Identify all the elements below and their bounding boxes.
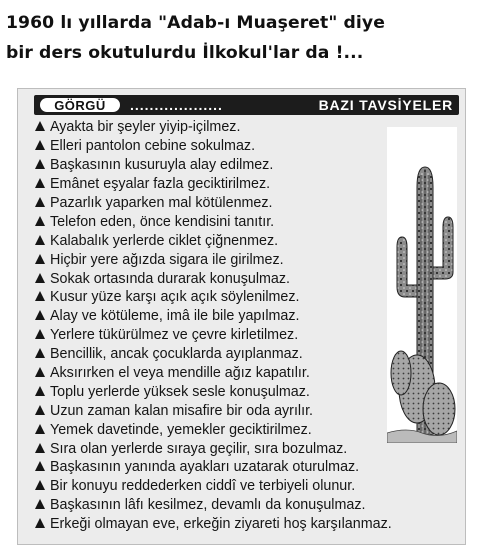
triangle-bullet-icon [35,197,45,207]
triangle-bullet-icon [35,480,45,490]
list-item [35,212,392,231]
header-dots: ................... [130,97,223,113]
list-item [35,175,392,194]
list-item [35,458,392,477]
list-item [35,269,392,288]
tip-text: Kalabalık yerlerde ciklet çiğnenmez. [50,232,279,249]
tip-text: Başkasının kusuruyla alay edilmez. [50,157,274,174]
list-item [35,307,392,326]
list-item [35,401,392,420]
tip-text: Yemek davetinde, yemekler geciktirilmez. [50,421,312,438]
triangle-bullet-icon [35,499,45,509]
triangle-bullet-icon [35,443,45,453]
caption-line-1: 1960 lı yıllarda "Adab-ı Muaşeret" diye [6,13,385,33]
tip-text: Ayakta bir şeyler yiyip-içilmez. [50,119,241,136]
tip-text: Sokak ortasında durarak konuşulmaz. [50,270,290,287]
tip-text: Kusur yüze karşı açık açık söylenilmez. [50,289,300,306]
triangle-bullet-icon [35,386,45,396]
triangle-bullet-icon [35,405,45,415]
tip-text: Erkeği olmayan eve, erkeğin ziyareti hoş karşılanmaz. [50,516,392,533]
header-pill-label: GÖRGÜ [40,98,120,112]
list-item [35,345,392,364]
triangle-bullet-icon [35,518,45,528]
list-item [35,288,392,307]
list-item [35,231,392,250]
triangle-bullet-icon [35,424,45,434]
tip-text: Pazarlık yaparken mal kötülenmez. [50,195,273,211]
triangle-bullet-icon [35,159,45,169]
tip-text: Uzun zaman kalan misafire bir oda ayrılır. [50,402,314,419]
cactus-icon [387,127,457,443]
triangle-bullet-icon [35,216,45,226]
triangle-bullet-icon [35,310,45,320]
tip-text: Aksırırken el veya mendille ağız kapatılır. [50,365,310,382]
triangle-bullet-icon [35,273,45,283]
tip-text: Elleri pantolon cebine sokulmaz. [50,138,256,155]
list-item [35,326,392,345]
triangle-bullet-icon [35,121,45,131]
triangle-bullet-icon [35,348,45,358]
header-title: BAZI TAVSİYELER [318,97,453,113]
tip-text: Başkasının yanında ayakları uzatarak oturulmaz. [50,459,360,476]
list-item [35,137,392,156]
triangle-bullet-icon [35,461,45,471]
list-item [35,477,392,496]
tip-text: Bencillik, ancak çocuklarda ayıplanmaz. [50,346,303,363]
list-item [35,194,392,213]
cactus-illustration [387,127,457,443]
list-item [35,515,392,534]
triangle-bullet-icon [35,329,45,339]
triangle-bullet-icon [35,235,45,245]
caption-line-2: bir ders okutulurdu İlkokul'lar da !... [6,43,364,63]
triangle-bullet-icon [35,140,45,150]
newspaper-clipping [17,88,466,545]
tips-list [35,118,392,534]
caption [6,8,476,68]
list-item [35,420,392,439]
list-item [35,156,392,175]
clipping-header [34,95,459,115]
triangle-bullet-icon [35,291,45,301]
tip-text: Alay ve kötüleme, imâ ile bile yapılmaz. [50,308,300,325]
list-item [35,439,392,458]
list-item [35,364,392,383]
tip-text: Yerlere tükürülmez ve çevre kirletilmez. [50,327,299,344]
tip-text: Başkasının lâfı kesilmez, devamlı da konuşulmaz. [50,497,366,514]
tip-text: Bir konuyu reddederken ciddî ve terbiyeli olunur. [50,478,356,495]
tip-text: Toplu yerlerde yüksek sesle konuşulmaz. [50,383,310,400]
tip-text: Sıra olan yerlerde sıraya geçilir, sıra bozulmaz. [50,440,348,457]
triangle-bullet-icon [35,367,45,377]
tip-text: Hiçbir yere ağızda sigara ile girilmez. [50,251,284,268]
tip-text: Emânet eşyalar fazla geciktirilmez. [50,176,271,193]
tip-text: Telefon eden, önce kendisini tanıtır. [50,213,275,230]
list-item [35,496,392,515]
list-item [35,118,392,137]
list-item [35,382,392,401]
list-item [35,250,392,269]
triangle-bullet-icon [35,178,45,188]
triangle-bullet-icon [35,254,45,264]
